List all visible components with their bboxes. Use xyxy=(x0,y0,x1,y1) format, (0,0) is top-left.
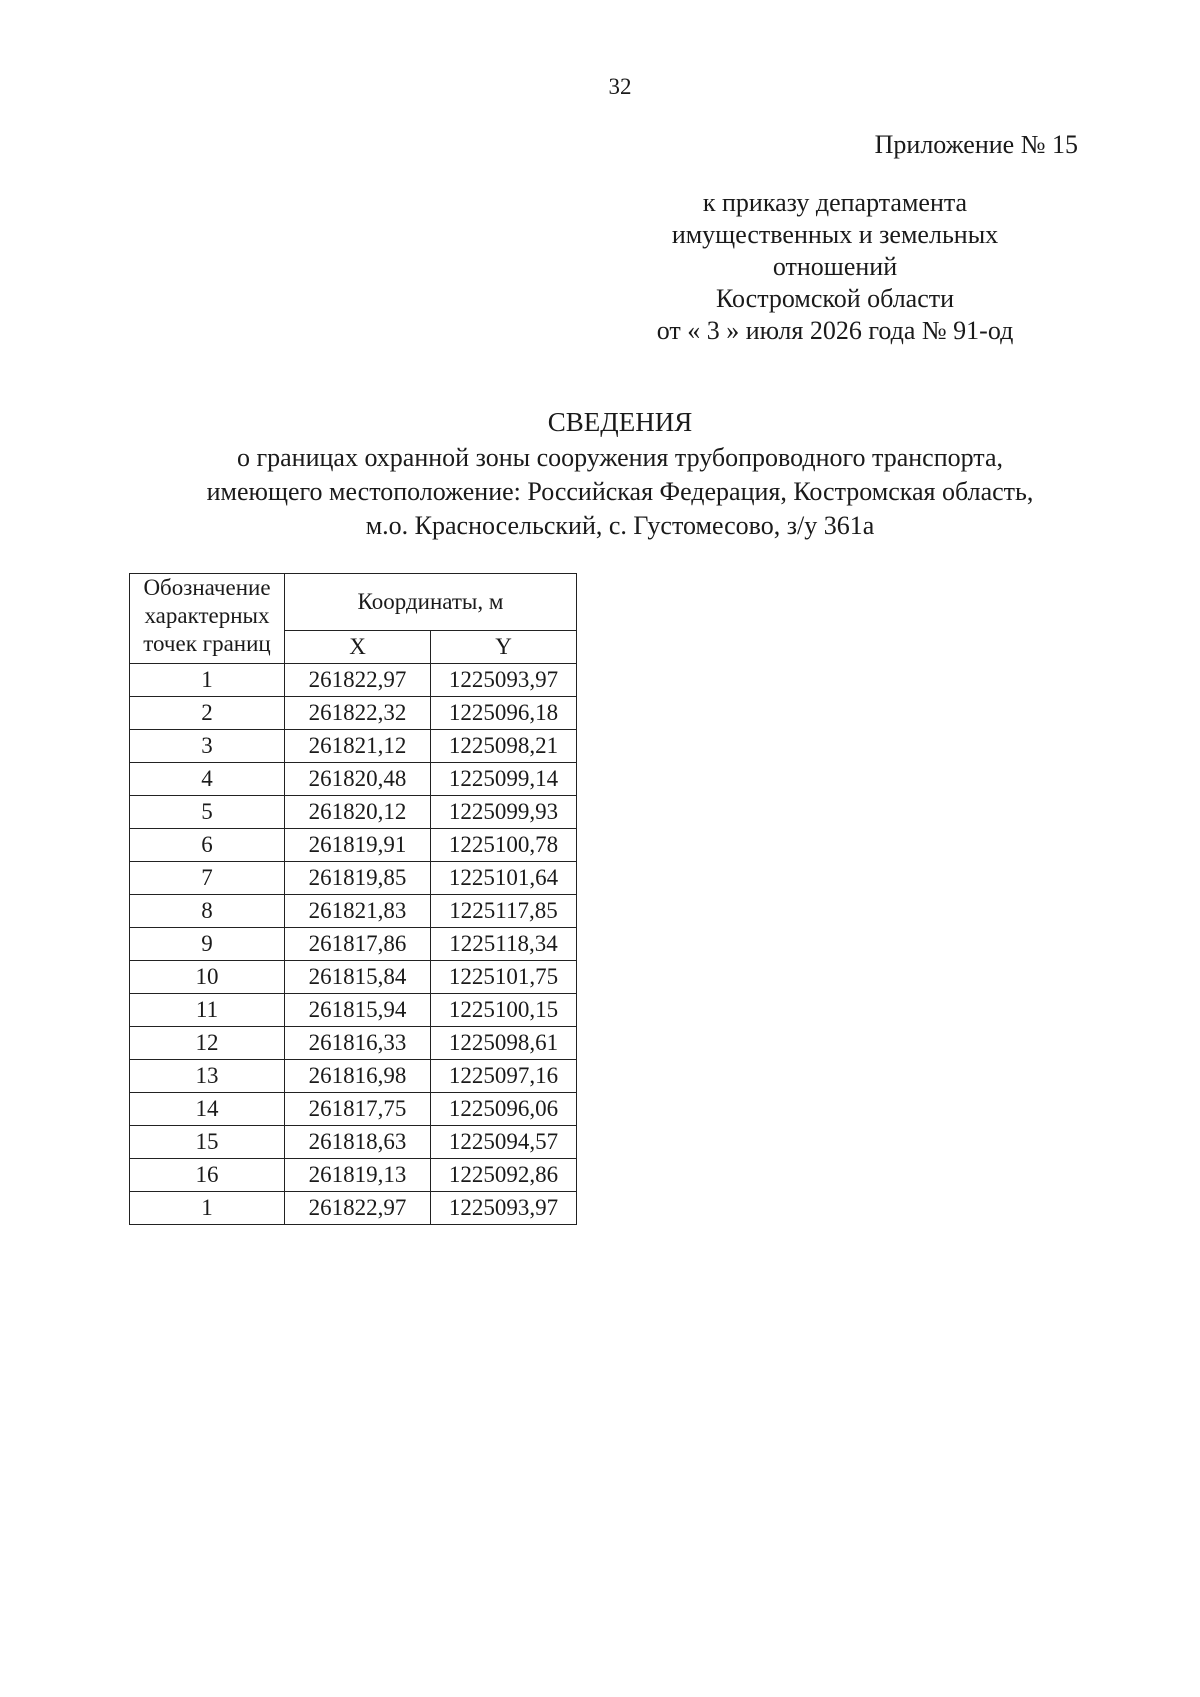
point-number-cell: 13 xyxy=(130,1060,285,1093)
x-coordinate-cell: 261822,32 xyxy=(285,697,431,730)
order-ref-line: к приказу департамента xyxy=(702,188,968,217)
point-number-cell: 11 xyxy=(130,994,285,1027)
table-row xyxy=(130,796,577,829)
x-coordinate-cell: 261817,86 xyxy=(285,928,431,961)
y-coordinate-cell: 1225101,64 xyxy=(431,862,577,895)
coordinates-header: Координаты, м xyxy=(285,574,577,631)
point-number-cell: 3 xyxy=(130,730,285,763)
x-coordinate-cell: 261822,97 xyxy=(285,664,431,697)
table-row xyxy=(130,664,577,697)
table-row xyxy=(130,1159,577,1192)
x-coordinate-cell: 261818,63 xyxy=(285,1126,431,1159)
y-coordinate-cell: 1225096,18 xyxy=(431,697,577,730)
point-number-cell: 7 xyxy=(130,862,285,895)
table-row xyxy=(130,961,577,994)
point-designation-header xyxy=(130,574,285,664)
table-row xyxy=(130,928,577,961)
point-number-cell: 10 xyxy=(130,961,285,994)
document-subtitle xyxy=(0,441,1200,543)
point-number-cell: 6 xyxy=(130,829,285,862)
point-number-cell: 15 xyxy=(130,1126,285,1159)
x-header: X xyxy=(285,631,431,664)
document-title: СВЕДЕНИЯ xyxy=(547,407,693,437)
x-coordinate-cell: 261817,75 xyxy=(285,1093,431,1126)
y-coordinate-cell: 1225096,06 xyxy=(431,1093,577,1126)
coordinates-table xyxy=(129,573,577,1225)
y-coordinate-cell: 1225101,75 xyxy=(431,961,577,994)
x-coordinate-cell: 261821,83 xyxy=(285,895,431,928)
page-number: 32 xyxy=(608,74,632,99)
point-number-cell: 2 xyxy=(130,697,285,730)
x-coordinate-cell: 261819,13 xyxy=(285,1159,431,1192)
x-coordinate-cell: 261819,91 xyxy=(285,829,431,862)
table-row xyxy=(130,697,577,730)
point-number-cell: 9 xyxy=(130,928,285,961)
x-coordinate-cell: 261821,12 xyxy=(285,730,431,763)
table-row xyxy=(130,1126,577,1159)
x-coordinate-cell: 261822,97 xyxy=(285,1192,431,1225)
header-line: точек границ xyxy=(143,631,271,656)
order-ref-line: от « 3 » июля 2026 года № 91-од xyxy=(656,316,1014,345)
table-row xyxy=(130,1192,577,1225)
table-row xyxy=(130,895,577,928)
y-coordinate-cell: 1225097,16 xyxy=(431,1060,577,1093)
x-coordinate-cell: 261820,12 xyxy=(285,796,431,829)
header-line: Обозначение xyxy=(143,575,271,600)
order-ref-line: Костромской области xyxy=(715,284,955,313)
y-coordinate-cell: 1225093,97 xyxy=(431,664,577,697)
subtitle-line: м.о. Красносельский, с. Густомесово, з/у 361а xyxy=(365,511,875,540)
y-coordinate-cell: 1225098,21 xyxy=(431,730,577,763)
header-line: характерных xyxy=(144,603,270,628)
point-number-cell: 5 xyxy=(130,796,285,829)
y-coordinate-cell: 1225093,97 xyxy=(431,1192,577,1225)
subtitle-line: о границах охранной зоны сооружения трубопроводного транспорта, xyxy=(236,443,1004,472)
appendix-label: Приложение № 15 xyxy=(874,130,1078,159)
table-row xyxy=(130,730,577,763)
point-number-cell: 14 xyxy=(130,1093,285,1126)
point-number-cell: 1 xyxy=(130,1192,285,1225)
x-coordinate-cell: 261815,84 xyxy=(285,961,431,994)
x-coordinate-cell: 261816,98 xyxy=(285,1060,431,1093)
subtitle-line: имеющего местоположение: Российская Федерация, Костромская область, xyxy=(206,477,1034,506)
y-coordinate-cell: 1225100,15 xyxy=(431,994,577,1027)
y-coordinate-cell: 1225117,85 xyxy=(431,895,577,928)
y-coordinate-cell: 1225099,93 xyxy=(431,796,577,829)
x-coordinate-cell: 261816,33 xyxy=(285,1027,431,1060)
point-number-cell: 8 xyxy=(130,895,285,928)
x-coordinate-cell: 261815,94 xyxy=(285,994,431,1027)
point-number-cell: 12 xyxy=(130,1027,285,1060)
table-row xyxy=(130,1027,577,1060)
x-coordinate-cell: 261819,85 xyxy=(285,862,431,895)
y-coordinate-cell: 1225099,14 xyxy=(431,763,577,796)
table-row xyxy=(130,829,577,862)
y-coordinate-cell: 1225092,86 xyxy=(431,1159,577,1192)
y-coordinate-cell: 1225098,61 xyxy=(431,1027,577,1060)
order-reference xyxy=(620,187,1050,347)
table-row xyxy=(130,862,577,895)
table-row xyxy=(130,1060,577,1093)
point-number-cell: 16 xyxy=(130,1159,285,1192)
order-ref-line: отношений xyxy=(772,252,898,281)
x-coordinate-cell: 261820,48 xyxy=(285,763,431,796)
point-number-cell: 4 xyxy=(130,763,285,796)
y-coordinate-cell: 1225100,78 xyxy=(431,829,577,862)
order-ref-line: имущественных и земельных xyxy=(671,220,999,249)
y-coordinate-cell: 1225094,57 xyxy=(431,1126,577,1159)
table-row xyxy=(130,994,577,1027)
y-header: Y xyxy=(431,631,577,664)
point-number-cell: 1 xyxy=(130,664,285,697)
table-row xyxy=(130,763,577,796)
table-row xyxy=(130,1093,577,1126)
y-coordinate-cell: 1225118,34 xyxy=(431,928,577,961)
